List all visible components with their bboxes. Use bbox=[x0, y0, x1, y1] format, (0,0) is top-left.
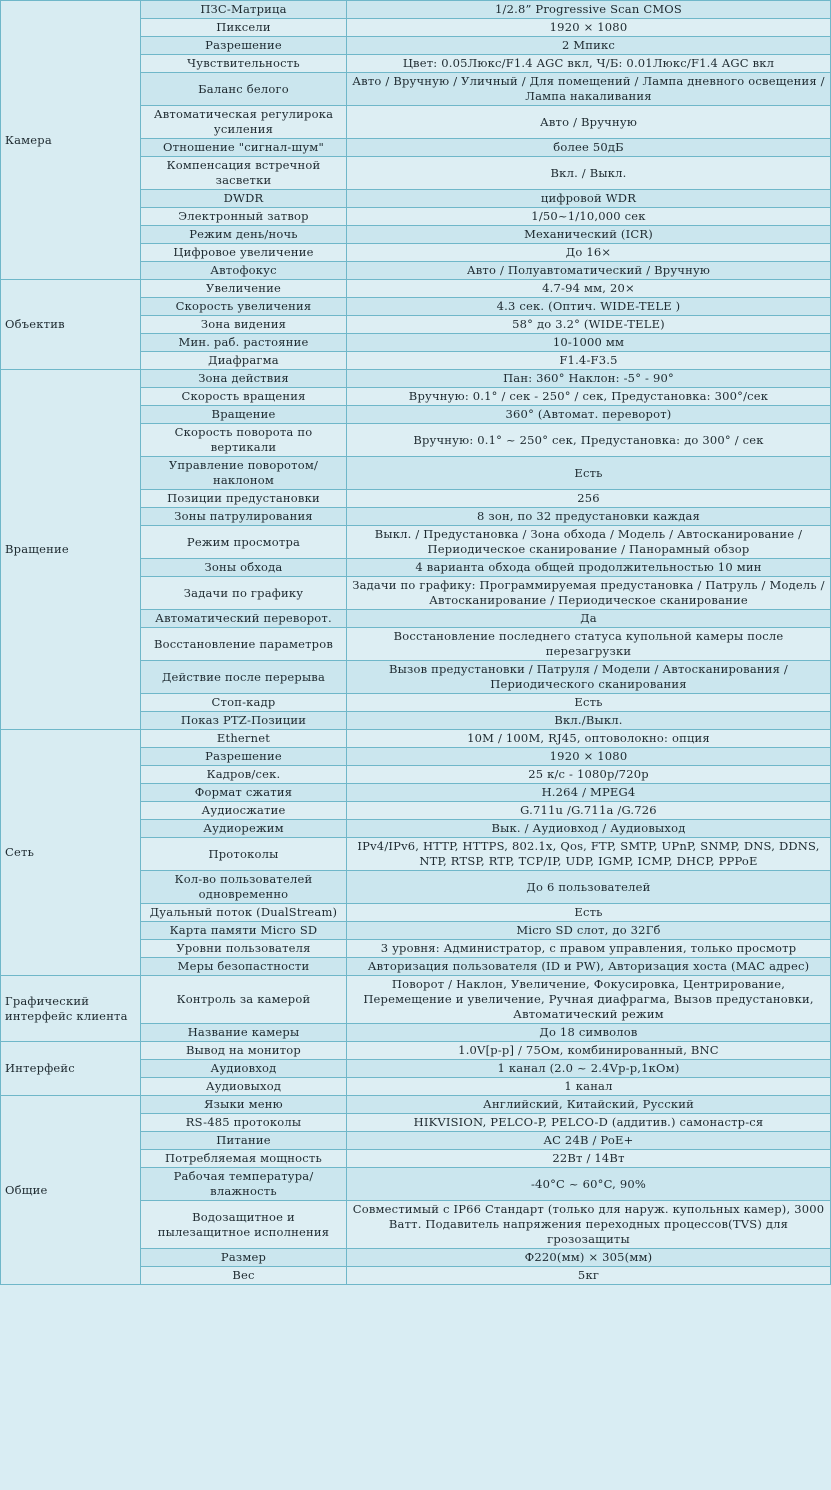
value-cell: HIKVISION, PELCO-P, PELCO-D (аддитив.) самонастр-ся bbox=[347, 1114, 831, 1132]
category-cell: Камера bbox=[1, 1, 141, 280]
parameter-cell: Размер bbox=[141, 1249, 347, 1267]
value-cell: Вручную: 0.1° ~ 250° сек, Предустановка: до 300° / сек bbox=[347, 424, 831, 457]
value-cell: Задачи по графику: Программируемая предустановка / Патруль / Модель / Автосканирование / Периодическое сканирование bbox=[347, 577, 831, 610]
table-row bbox=[1, 976, 831, 1024]
table-row bbox=[1, 370, 831, 388]
value-cell: IPv4/IPv6, HTTP, HTTPS, 802.1x, Qos, FTP, SMTP, UPnP, SNMP, DNS, DDNS, NTP, RTSP, RTP, TCP/IP, UDP, IGMP, ICMP, DHCP, PPPoE bbox=[347, 838, 831, 871]
value-cell: Ф220(мм) × 305(мм) bbox=[347, 1249, 831, 1267]
value-cell: До 16× bbox=[347, 244, 831, 262]
parameter-cell: Баланс белого bbox=[141, 73, 347, 106]
value-cell: Английский, Китайский, Русский bbox=[347, 1096, 831, 1114]
value-cell: 25 к/с - 1080p/720p bbox=[347, 766, 831, 784]
value-cell: Вык. / Аудиовход / Аудиовыход bbox=[347, 820, 831, 838]
parameter-cell: Аудиорежим bbox=[141, 820, 347, 838]
parameter-cell: Скорость вращения bbox=[141, 388, 347, 406]
parameter-cell: Контроль за камерой bbox=[141, 976, 347, 1024]
value-cell: G.711u /G.711a /G.726 bbox=[347, 802, 831, 820]
value-cell: 3 уровня: Администратор, с правом управления, только просмотр bbox=[347, 940, 831, 958]
parameter-cell: Зона действия bbox=[141, 370, 347, 388]
value-cell: 4.7-94 мм, 20× bbox=[347, 280, 831, 298]
parameter-cell: Языки меню bbox=[141, 1096, 347, 1114]
parameter-cell: Скорость увеличения bbox=[141, 298, 347, 316]
value-cell: 58° до 3.2° (WIDE-TELE) bbox=[347, 316, 831, 334]
parameter-cell: Компенсация встречной засветки bbox=[141, 157, 347, 190]
parameter-cell: Вес bbox=[141, 1267, 347, 1285]
parameter-cell: Управление поворотом/наклоном bbox=[141, 457, 347, 490]
parameter-cell: RS-485 протоколы bbox=[141, 1114, 347, 1132]
value-cell: Есть bbox=[347, 904, 831, 922]
parameter-cell: Меры безопастности bbox=[141, 958, 347, 976]
value-cell: 10-1000 мм bbox=[347, 334, 831, 352]
table-row bbox=[1, 1042, 831, 1060]
parameter-cell: Показ PTZ-Позиции bbox=[141, 712, 347, 730]
value-cell: 10M / 100M, RJ45, оптоволокно: опция bbox=[347, 730, 831, 748]
parameter-cell: Автофокус bbox=[141, 262, 347, 280]
parameter-cell: Задачи по графику bbox=[141, 577, 347, 610]
value-cell: Совместимый с IP66 Стандарт (только для наруж. купольных камер), 3000 Ватт. Подавитель напряжения переходных процессов(TVS) для грозозащиты bbox=[347, 1201, 831, 1249]
table-row bbox=[1, 280, 831, 298]
value-cell: более 50дБ bbox=[347, 139, 831, 157]
value-cell: Вручную: 0.1° / сек - 250° / сек, Предустановка: 300°/сек bbox=[347, 388, 831, 406]
value-cell: 22Вт / 14Вт bbox=[347, 1150, 831, 1168]
value-cell: Вкл. / Выкл. bbox=[347, 157, 831, 190]
value-cell: AC 24В / PoE+ bbox=[347, 1132, 831, 1150]
parameter-cell: Восстановление параметров bbox=[141, 628, 347, 661]
parameter-cell: Пиксели bbox=[141, 19, 347, 37]
parameter-cell: Аудиосжатие bbox=[141, 802, 347, 820]
category-cell: Общие bbox=[1, 1096, 141, 1285]
parameter-cell: Режим просмотра bbox=[141, 526, 347, 559]
parameter-cell: Диафрагма bbox=[141, 352, 347, 370]
parameter-cell: Ethernet bbox=[141, 730, 347, 748]
parameter-cell: Название камеры bbox=[141, 1024, 347, 1042]
parameter-cell: Кол-во пользователей одновременно bbox=[141, 871, 347, 904]
parameter-cell: Уровни пользователя bbox=[141, 940, 347, 958]
value-cell: Авторизация пользователя (ID и PW), Авторизация хоста (MAC адрес) bbox=[347, 958, 831, 976]
parameter-cell: Чувствительность bbox=[141, 55, 347, 73]
value-cell: H.264 / MPEG4 bbox=[347, 784, 831, 802]
value-cell: 1/50~1/10,000 сек bbox=[347, 208, 831, 226]
parameter-cell: Позиции предустановки bbox=[141, 490, 347, 508]
category-cell: Интерфейс bbox=[1, 1042, 141, 1096]
value-cell: Вызов предустановки / Патруля / Модели / Автосканирования / Периодического сканирования bbox=[347, 661, 831, 694]
parameter-cell: Водозащитное и пылезащитное исполнения bbox=[141, 1201, 347, 1249]
table-row bbox=[1, 1, 831, 19]
category-cell: Графический интерфейс клиента bbox=[1, 976, 141, 1042]
parameter-cell: Вывод на монитор bbox=[141, 1042, 347, 1060]
value-cell: Есть bbox=[347, 457, 831, 490]
value-cell: 1 канал bbox=[347, 1078, 831, 1096]
parameter-cell: Действие после перерыва bbox=[141, 661, 347, 694]
parameter-cell: Карта памяти Micro SD bbox=[141, 922, 347, 940]
value-cell: До 6 пользователей bbox=[347, 871, 831, 904]
value-cell: Пан: 360° Наклон: -5° - 90° bbox=[347, 370, 831, 388]
value-cell: 1.0V[p-p] / 75Ом, комбинированный, BNC bbox=[347, 1042, 831, 1060]
parameter-cell: Увеличение bbox=[141, 280, 347, 298]
value-cell: Да bbox=[347, 610, 831, 628]
parameter-cell: Кадров/сек. bbox=[141, 766, 347, 784]
category-cell: Сеть bbox=[1, 730, 141, 976]
parameter-cell: Режим день/ночь bbox=[141, 226, 347, 244]
value-cell: 1920 × 1080 bbox=[347, 19, 831, 37]
value-cell: 256 bbox=[347, 490, 831, 508]
parameter-cell: Электронный затвор bbox=[141, 208, 347, 226]
value-cell: 4 варианта обхода общей продолжительностью 10 мин bbox=[347, 559, 831, 577]
parameter-cell: Отношение "сигнал-шум" bbox=[141, 139, 347, 157]
parameter-cell: Протоколы bbox=[141, 838, 347, 871]
value-cell: 1/2.8” Progressive Scan CMOS bbox=[347, 1, 831, 19]
parameter-cell: Стоп-кадр bbox=[141, 694, 347, 712]
parameter-cell: ПЗС-Матрица bbox=[141, 1, 347, 19]
spec-table-body bbox=[1, 1, 831, 1285]
parameter-cell: Цифровое увеличение bbox=[141, 244, 347, 262]
parameter-cell: Вращение bbox=[141, 406, 347, 424]
parameter-cell: Формат сжатия bbox=[141, 784, 347, 802]
parameter-cell: Питание bbox=[141, 1132, 347, 1150]
category-cell: Объектив bbox=[1, 280, 141, 370]
parameter-cell: Рабочая температура/влажность bbox=[141, 1168, 347, 1201]
table-row bbox=[1, 1096, 831, 1114]
value-cell: Micro SD слот, до 32Гб bbox=[347, 922, 831, 940]
parameter-cell: Автоматический переворот. bbox=[141, 610, 347, 628]
parameter-cell: Разрешение bbox=[141, 748, 347, 766]
value-cell: Выкл. / Предустановка / Зона обхода / Модель / Автосканирование / Периодическое сканирование / Панорамный обзор bbox=[347, 526, 831, 559]
category-cell: Вращение bbox=[1, 370, 141, 730]
value-cell: Авто / Вручную bbox=[347, 106, 831, 139]
parameter-cell: Аудиовход bbox=[141, 1060, 347, 1078]
parameter-cell: Зона видения bbox=[141, 316, 347, 334]
value-cell: Цвет: 0.05Люкс/F1.4 AGC вкл, Ч/Б: 0.01Люкс/F1.4 AGC вкл bbox=[347, 55, 831, 73]
parameter-cell: Зоны патрулирования bbox=[141, 508, 347, 526]
value-cell: 360° (Автомат. переворот) bbox=[347, 406, 831, 424]
value-cell: 2 Мпикс bbox=[347, 37, 831, 55]
parameter-cell: Потребляемая мощность bbox=[141, 1150, 347, 1168]
parameter-cell: Дуальный поток (DualStream) bbox=[141, 904, 347, 922]
value-cell: цифровой WDR bbox=[347, 190, 831, 208]
value-cell: Есть bbox=[347, 694, 831, 712]
parameter-cell: Зоны обхода bbox=[141, 559, 347, 577]
parameter-cell: Скорость поворота по вертикали bbox=[141, 424, 347, 457]
parameter-cell: Автоматическая регулирока усиления bbox=[141, 106, 347, 139]
value-cell: Восстановление последнего статуса купольной камеры после перезагрузки bbox=[347, 628, 831, 661]
parameter-cell: Аудиовыход bbox=[141, 1078, 347, 1096]
value-cell: Поворот / Наклон, Увеличение, Фокусировка, Центрирование, Перемещение и увеличение, Ручная диафрагма, Вызов предустановки, Автоматический режим bbox=[347, 976, 831, 1024]
value-cell: 1920 × 1080 bbox=[347, 748, 831, 766]
parameter-cell: Мин. раб. растояние bbox=[141, 334, 347, 352]
value-cell: F1.4-F3.5 bbox=[347, 352, 831, 370]
value-cell: Вкл./Выкл. bbox=[347, 712, 831, 730]
value-cell: -40°C ~ 60°C, 90% bbox=[347, 1168, 831, 1201]
table-row bbox=[1, 730, 831, 748]
value-cell: 4.3 сек. (Оптич. WIDE-TELE ) bbox=[347, 298, 831, 316]
value-cell: Механический (ICR) bbox=[347, 226, 831, 244]
parameter-cell: Разрешение bbox=[141, 37, 347, 55]
parameter-cell: DWDR bbox=[141, 190, 347, 208]
value-cell: 1 канал (2.0 ~ 2.4Vp-p,1кОм) bbox=[347, 1060, 831, 1078]
value-cell: Авто / Вручную / Уличный / Для помещений / Лампа дневного освещения / Лампа накаливания bbox=[347, 73, 831, 106]
value-cell: До 18 символов bbox=[347, 1024, 831, 1042]
value-cell: 8 зон, по 32 предустановки каждая bbox=[347, 508, 831, 526]
value-cell: 5кг bbox=[347, 1267, 831, 1285]
value-cell: Авто / Полуавтоматический / Вручную bbox=[347, 262, 831, 280]
